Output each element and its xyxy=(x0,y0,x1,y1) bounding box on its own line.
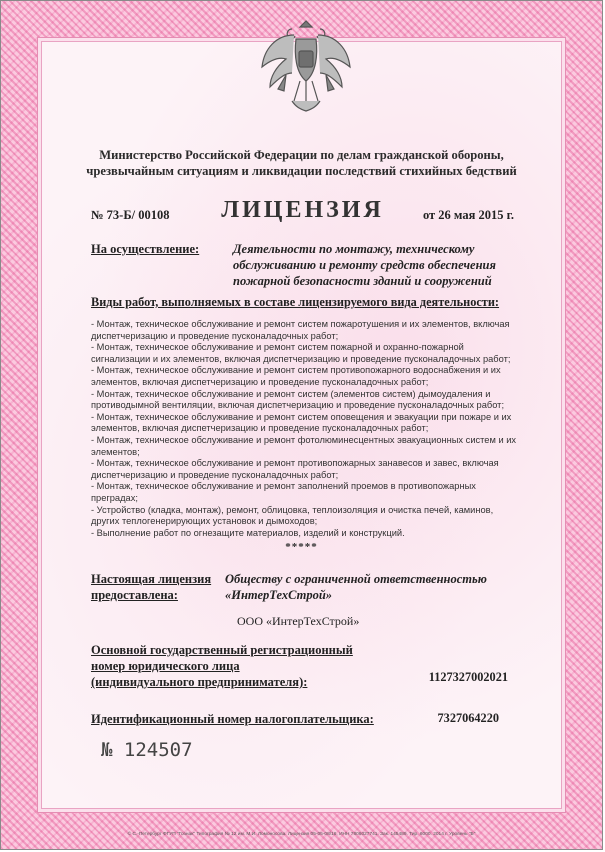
list-item: - Устройство (кладка, монтаж), ремонт, облицовка, теплоизоляция и очистка печей, каминов, других теплогенерирующих установок и дымоходов; xyxy=(91,504,494,527)
ministry-line-2: чрезвычайным ситуациям и ликвидации последствий стихийных бедствий xyxy=(86,164,517,178)
activity-description xyxy=(233,241,496,289)
serial-number: № 124507 xyxy=(101,739,193,761)
ministry-name xyxy=(41,147,562,179)
activity-label: На осуществление: xyxy=(91,242,200,256)
ogrn-label-line-3: (индивидуального предпринимателя): xyxy=(91,675,308,689)
list-item: - Монтаж, техническое обслуживание и ремонт противопожарных занавесов и завес, включая диспетчеризацию и проведение пусконаладочных работ; xyxy=(91,458,499,480)
grantee-short-name: ООО «ИнтерТехСтрой» xyxy=(237,614,360,628)
license-header xyxy=(91,197,514,225)
ogrn-label-line-2: номер юридического лица xyxy=(91,659,240,673)
russian-coat-of-arms-icon xyxy=(256,15,356,125)
grantee-label-line-2: предоставлена: xyxy=(91,588,178,602)
printer-footer: © С.-Петербург ФГУП "Гознак" Типография № 12 им. М.И. Ломоносова. Лицензия 05-05-08/16, ИНН 7806027741. Зак. 145489. Тир. 6000. 2014 г. Уровень "Б" xyxy=(127,832,476,837)
works-list xyxy=(91,319,518,539)
ogrn-value: 1127327002021 xyxy=(428,670,508,684)
list-item: - Монтаж, техническое обслуживание и ремонт заполнений проемов в противопожарных преградах; xyxy=(91,481,476,503)
grantee-label-line-1: Настоящая лицензия xyxy=(91,572,212,586)
list-item: - Монтаж, техническое обслуживание и ремонт систем противопожарного водоснабжения и их элементов, включая диспетчеризацию и проведение пусконаладочных работ; xyxy=(91,365,501,387)
list-item: - Монтаж, техническое обслуживание и ремонт систем оповещения и эвакуации при пожаре и их элементов, включая диспетчеризацию и проведение пусконаладочных работ; xyxy=(91,411,512,434)
inn-label: Идентификационный номер налогоплательщика: xyxy=(91,712,374,726)
activity-line-1: Деятельности по монтажу, техническому xyxy=(233,242,475,256)
list-item: - Выполнение работ по огнезащите материалов, изделий и конструкций. xyxy=(91,527,405,538)
license-title: ЛИЦЕНЗИЯ xyxy=(221,197,384,223)
activity-line-3: пожарной безопасности зданий и сооружений xyxy=(233,274,492,288)
ogrn-label xyxy=(91,642,353,690)
works-title: Виды работ, выполняемых в составе лицензируемого вида деятельности: xyxy=(91,295,500,309)
grantee-name-line-1: Обществу с ограниченной ответственностью xyxy=(225,572,487,586)
grantee-name xyxy=(225,571,487,603)
grantee-label xyxy=(91,571,211,603)
list-item: - Монтаж, техническое обслуживание и ремонт систем (элементов систем) дымоудаления и противодымной вентиляции, включая диспетчеризацию и проведение пусконаладочных работ; xyxy=(91,388,505,411)
ministry-line-1: Министерство Российской Федерации по делам гражданской обороны, xyxy=(99,148,504,162)
list-item: - Монтаж, техническое обслуживание и ремонт систем пожарной и охранно-пожарной сигнализации и их элементов, включая диспетчеризацию и проведение пусконаладочных работ; xyxy=(91,342,511,364)
list-item: - Монтаж, техническое обслуживание и ремонт фотолюминесцентных эвакуационных систем и их элементов; xyxy=(91,434,517,457)
inn-value: 7327064220 xyxy=(437,711,499,725)
separator-stars: ***** xyxy=(285,541,318,553)
activity-line-2: обслуживанию и ремонту средств обеспечения xyxy=(233,258,496,272)
ogrn-label-line-1: Основной государственный регистрационный xyxy=(91,643,353,657)
license-number: № 73-Б/ 00108 xyxy=(91,208,170,222)
grantee-name-line-2: «ИнтерТехСтрой» xyxy=(225,588,333,602)
list-item: - Монтаж, техническое обслуживание и ремонт систем пожаротушения и их элементов, включая диспетчеризацию и проведение пусконаладочных работ; xyxy=(91,319,510,341)
license-date: от 26 мая 2015 г. xyxy=(422,208,514,222)
